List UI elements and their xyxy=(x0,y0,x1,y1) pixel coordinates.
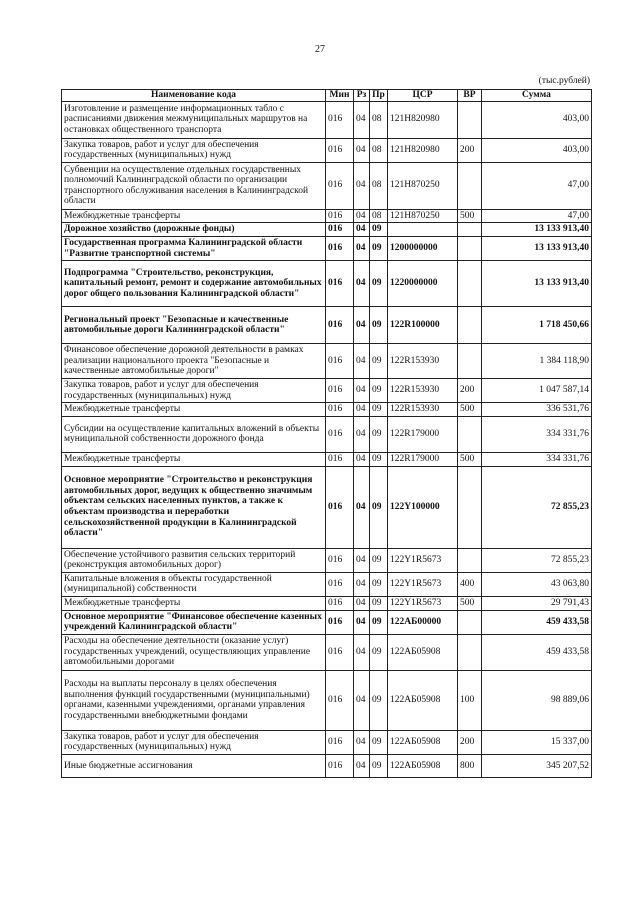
cell-min: 016 xyxy=(326,572,354,596)
cell-min: 016 xyxy=(326,670,354,730)
cell-sum: 13 133 913,40 xyxy=(482,236,592,260)
cell-name: Подпрограмма "Строительство, реконструкция, капитальный ремонт, ремонт и содержание автомобильных дорог общего пользования Калининградской области" xyxy=(62,261,326,307)
table-row xyxy=(62,416,592,452)
cell-vr: 200 xyxy=(458,379,482,403)
cell-sum: 15 337,00 xyxy=(482,730,592,754)
cell-sum: 334 331,76 xyxy=(482,416,592,452)
cell-sum: 403,00 xyxy=(482,138,592,162)
table-row xyxy=(62,670,592,730)
table-row xyxy=(62,610,592,634)
table-row xyxy=(62,307,592,344)
cell-pr: 09 xyxy=(370,610,388,634)
cell-pr: 09 xyxy=(370,634,388,670)
cell-csr: 122R153930 xyxy=(388,403,458,417)
cell-min: 016 xyxy=(326,634,354,670)
cell-csr: 1220000000 xyxy=(388,261,458,307)
cell-min: 016 xyxy=(326,416,354,452)
cell-csr: 121Н820980 xyxy=(388,101,458,138)
cell-vr: 100 xyxy=(458,670,482,730)
cell-name: Государственная программа Калининградской области "Развитие транспортной системы" xyxy=(62,236,326,260)
cell-name: Межбюджетные трансферты xyxy=(62,403,326,417)
cell-sum: 459 433,58 xyxy=(482,610,592,634)
cell-pr: 08 xyxy=(370,138,388,162)
table-row xyxy=(62,261,592,307)
cell-name: Иные бюджетные ассигнования xyxy=(62,754,326,777)
header-name: Наименование кода xyxy=(62,90,326,102)
cell-name: Межбюджетные трансферты xyxy=(62,452,326,466)
header-csr: ЦСР xyxy=(388,90,458,102)
cell-csr: 1200000000 xyxy=(388,236,458,260)
cell-min: 016 xyxy=(326,209,354,223)
cell-vr: 500 xyxy=(458,452,482,466)
cell-name: Закупка товаров, работ и услуг для обеспечения государственных (муниципальных) нужд xyxy=(62,379,326,403)
cell-vr xyxy=(458,634,482,670)
cell-pr: 09 xyxy=(370,452,388,466)
cell-name: Субсидии на осуществление капитальных вложений в объекты муниципальной собственности дорожного фонда xyxy=(62,416,326,452)
cell-csr: 122R179000 xyxy=(388,416,458,452)
cell-sum: 345 207,52 xyxy=(482,754,592,777)
cell-rz: 04 xyxy=(354,730,370,754)
table-row xyxy=(62,466,592,548)
cell-name: Межбюджетные трансферты xyxy=(62,209,326,223)
cell-vr: 200 xyxy=(458,138,482,162)
cell-min: 016 xyxy=(326,596,354,610)
cell-name: Дорожное хозяйство (дорожные фонды) xyxy=(62,223,326,237)
table-row xyxy=(62,138,592,162)
cell-rz: 04 xyxy=(354,416,370,452)
cell-pr: 09 xyxy=(370,416,388,452)
cell-rz: 04 xyxy=(354,209,370,223)
cell-sum: 1 047 587,14 xyxy=(482,379,592,403)
cell-sum: 459 433,58 xyxy=(482,634,592,670)
cell-sum: 13 133 913,40 xyxy=(482,223,592,237)
cell-min: 016 xyxy=(326,162,354,209)
cell-csr: 121Н870250 xyxy=(388,162,458,209)
cell-csr: 122Y100000 xyxy=(388,466,458,548)
cell-vr xyxy=(458,162,482,209)
cell-csr: 122АБ05908 xyxy=(388,754,458,777)
cell-pr: 09 xyxy=(370,596,388,610)
cell-name: Изготовление и размещение информационных табло с расписаниями движения межмуниципальных маршрутов на остановках общественного транспорта xyxy=(62,101,326,138)
page-number: 27 xyxy=(315,44,325,55)
cell-pr: 08 xyxy=(370,162,388,209)
cell-min: 016 xyxy=(326,548,354,572)
cell-pr: 09 xyxy=(370,261,388,307)
cell-vr xyxy=(458,223,482,237)
cell-rz: 04 xyxy=(354,223,370,237)
table-row xyxy=(62,209,592,223)
cell-rz: 04 xyxy=(354,379,370,403)
cell-csr: 122R100000 xyxy=(388,307,458,344)
cell-rz: 04 xyxy=(354,596,370,610)
units-label: (тыс.рублей) xyxy=(538,76,590,86)
cell-sum: 1 384 118,90 xyxy=(482,344,592,379)
cell-sum: 47,00 xyxy=(482,209,592,223)
cell-name: Расходы на выплаты персоналу в целях обеспечения выполнения функций государственными (муниципальными) органами, казенными учреждениями, органами управления государственными внебюджетными фондами xyxy=(62,670,326,730)
cell-rz: 04 xyxy=(354,261,370,307)
cell-min: 016 xyxy=(326,754,354,777)
cell-rz: 04 xyxy=(354,452,370,466)
cell-vr xyxy=(458,466,482,548)
table-row xyxy=(62,379,592,403)
table-row xyxy=(62,223,592,237)
cell-pr: 08 xyxy=(370,101,388,138)
cell-rz: 04 xyxy=(354,162,370,209)
cell-min: 016 xyxy=(326,730,354,754)
table-body xyxy=(62,101,592,777)
cell-rz: 04 xyxy=(354,754,370,777)
cell-name: Региональный проект "Безопасные и качественные автомобильные дороги Калининградской области" xyxy=(62,307,326,344)
cell-sum: 72 855,23 xyxy=(482,548,592,572)
cell-sum: 98 889,06 xyxy=(482,670,592,730)
cell-min: 016 xyxy=(326,101,354,138)
cell-csr: 121Н820980 xyxy=(388,138,458,162)
cell-min: 016 xyxy=(326,403,354,417)
header-vr: ВР xyxy=(458,90,482,102)
budget-table xyxy=(61,89,592,778)
cell-rz: 04 xyxy=(354,236,370,260)
table-row xyxy=(62,548,592,572)
cell-sum: 403,00 xyxy=(482,101,592,138)
cell-csr xyxy=(388,223,458,237)
cell-csr: 122Y1R5673 xyxy=(388,572,458,596)
cell-min: 016 xyxy=(326,379,354,403)
cell-csr: 122АБ05908 xyxy=(388,634,458,670)
cell-min: 016 xyxy=(326,452,354,466)
cell-min: 016 xyxy=(326,307,354,344)
cell-min: 016 xyxy=(326,223,354,237)
table-row xyxy=(62,101,592,138)
cell-pr: 09 xyxy=(370,572,388,596)
cell-rz: 04 xyxy=(354,610,370,634)
table-header-row xyxy=(62,90,592,102)
cell-sum: 13 133 913,40 xyxy=(482,261,592,307)
header-rz: Рз xyxy=(354,90,370,102)
header-min: Мин xyxy=(326,90,354,102)
cell-sum: 47,00 xyxy=(482,162,592,209)
cell-rz: 04 xyxy=(354,572,370,596)
table-row xyxy=(62,403,592,417)
cell-name: Закупка товаров, работ и услуг для обеспечения государственных (муниципальных) нужд xyxy=(62,730,326,754)
cell-csr: 122АБ05908 xyxy=(388,730,458,754)
cell-sum: 336 531,76 xyxy=(482,403,592,417)
cell-name: Капитальные вложения в объекты государственной (муниципальной) собственности xyxy=(62,572,326,596)
cell-name: Расходы на обеспечение деятельности (оказание услуг) государственных учреждений, осуществляющих управление автомобильными дорогами xyxy=(62,634,326,670)
cell-min: 016 xyxy=(326,344,354,379)
cell-sum: 29 791,43 xyxy=(482,596,592,610)
cell-sum: 43 063,80 xyxy=(482,572,592,596)
cell-csr: 121Н870250 xyxy=(388,209,458,223)
cell-name: Основное мероприятие "Строительство и реконструкция автомобильных дорог, ведущих к общественно значимым объектам сельских населенных пунктов, а также к объектам производства и переработки сельскохозяйственной продукции в Калининградской области" xyxy=(62,466,326,548)
table-row xyxy=(62,730,592,754)
cell-pr: 08 xyxy=(370,209,388,223)
cell-pr: 09 xyxy=(370,223,388,237)
cell-csr: 122R179000 xyxy=(388,452,458,466)
table-row xyxy=(62,754,592,777)
cell-vr xyxy=(458,416,482,452)
cell-pr: 09 xyxy=(370,236,388,260)
cell-rz: 04 xyxy=(354,101,370,138)
cell-pr: 09 xyxy=(370,344,388,379)
cell-vr: 500 xyxy=(458,596,482,610)
cell-min: 016 xyxy=(326,236,354,260)
cell-csr: 122Y1R5673 xyxy=(388,596,458,610)
cell-pr: 09 xyxy=(370,403,388,417)
table-row xyxy=(62,572,592,596)
cell-vr xyxy=(458,548,482,572)
table-row xyxy=(62,596,592,610)
cell-sum: 1 718 450,66 xyxy=(482,307,592,344)
cell-name: Закупка товаров, работ и услуг для обеспечения государственных (муниципальных) нужд xyxy=(62,138,326,162)
cell-vr: 200 xyxy=(458,730,482,754)
cell-csr: 122АБ00000 xyxy=(388,610,458,634)
cell-name: Субвенции на осуществление отдельных государственных полномочий Калининградской области по организации транспортного обслуживания населения в Калининградской области xyxy=(62,162,326,209)
cell-vr: 800 xyxy=(458,754,482,777)
cell-csr: 122R153930 xyxy=(388,344,458,379)
table-row xyxy=(62,162,592,209)
cell-pr: 09 xyxy=(370,730,388,754)
cell-vr xyxy=(458,344,482,379)
table-row xyxy=(62,634,592,670)
cell-csr: 122R153930 xyxy=(388,379,458,403)
cell-min: 016 xyxy=(326,138,354,162)
cell-sum: 334 331,76 xyxy=(482,452,592,466)
cell-rz: 04 xyxy=(354,344,370,379)
cell-vr xyxy=(458,101,482,138)
cell-name: Основное мероприятие "Финансовое обеспечение казенных учреждений Калининградской области" xyxy=(62,610,326,634)
table-row xyxy=(62,344,592,379)
cell-vr xyxy=(458,261,482,307)
cell-pr: 09 xyxy=(370,379,388,403)
cell-rz: 04 xyxy=(354,548,370,572)
cell-vr: 500 xyxy=(458,403,482,417)
table-row xyxy=(62,236,592,260)
table-row xyxy=(62,452,592,466)
cell-pr: 09 xyxy=(370,754,388,777)
cell-rz: 04 xyxy=(354,466,370,548)
header-sum: Сумма xyxy=(482,90,592,102)
cell-pr: 09 xyxy=(370,548,388,572)
cell-vr xyxy=(458,307,482,344)
cell-vr xyxy=(458,610,482,634)
cell-min: 016 xyxy=(326,610,354,634)
cell-rz: 04 xyxy=(354,307,370,344)
cell-min: 016 xyxy=(326,466,354,548)
cell-vr: 500 xyxy=(458,209,482,223)
cell-pr: 09 xyxy=(370,307,388,344)
cell-rz: 04 xyxy=(354,634,370,670)
cell-vr xyxy=(458,236,482,260)
cell-csr: 122Y1R5673 xyxy=(388,548,458,572)
cell-name: Межбюджетные трансферты xyxy=(62,596,326,610)
cell-name: Финансовое обеспечение дорожной деятельности в рамках реализации национального проекта "Безопасные и качественные автомобильные дороги" xyxy=(62,344,326,379)
cell-csr: 122АБ05908 xyxy=(388,670,458,730)
cell-rz: 04 xyxy=(354,138,370,162)
cell-name: Обеспечение устойчивого развития сельских территорий (реконструкция автомобильных дорог) xyxy=(62,548,326,572)
cell-vr: 400 xyxy=(458,572,482,596)
header-pr: Пр xyxy=(370,90,388,102)
cell-pr: 09 xyxy=(370,670,388,730)
cell-pr: 09 xyxy=(370,466,388,548)
cell-rz: 04 xyxy=(354,670,370,730)
cell-min: 016 xyxy=(326,261,354,307)
cell-sum: 72 855,23 xyxy=(482,466,592,548)
cell-rz: 04 xyxy=(354,403,370,417)
